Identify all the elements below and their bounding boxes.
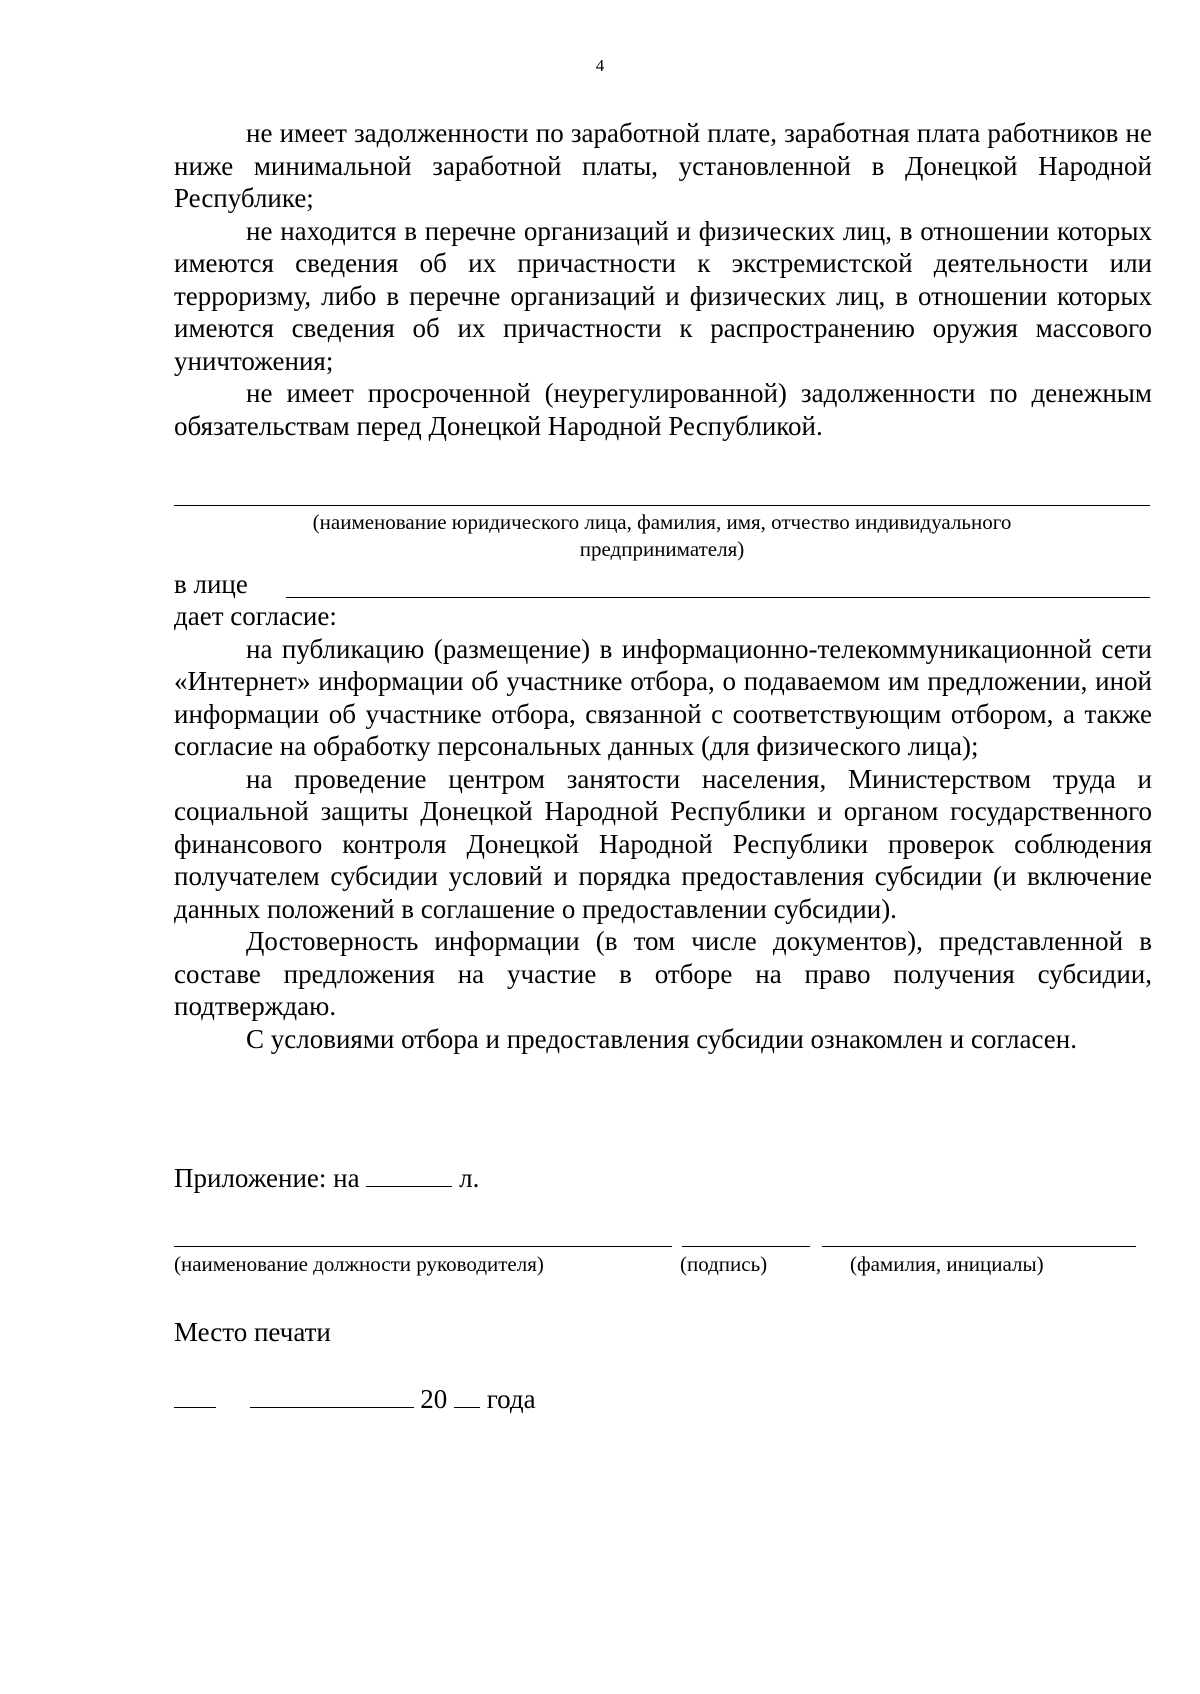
date-month-field[interactable]	[250, 1385, 414, 1408]
requirements-block	[174, 117, 1152, 442]
attachment-prefix: Приложение: на	[174, 1163, 360, 1193]
consent-intro: дает согласие:	[174, 601, 337, 631]
position-field[interactable]	[174, 1246, 672, 1247]
entity-name-field[interactable]	[174, 505, 1150, 506]
date-century: 20	[420, 1384, 448, 1414]
consent-publication: на публикацию (размещение) в информационно-телекоммуникационной сети «Интернет» информации об участнике отбора, о подаваемом им предложении, иной информации об участнике отбора, связанной с соответствующим отбором, а также согласие на обработку персональных данных (для физического лица);	[174, 633, 1152, 761]
representative-label: в лице	[174, 569, 248, 599]
consent-inspections: на проведение центром занятости населения, Министерством труда и социальной защиты Донецкой Народной Республики и органом государственного финансового контроля Донецкой Народной Республики проверок соблюдения получателем субсидии условий и порядка предоставления субсидии (и включение данных положений в соглашение о предоставлении субсидии).	[174, 763, 1152, 924]
entity-name-caption-line1: (наименование юридического лица, фамилия, имя, отчество индивидуального	[312, 510, 1012, 534]
attachment-line	[174, 1162, 479, 1194]
position-caption: (наименование должности руководителя)	[174, 1252, 544, 1276]
requirement-not-in-extremist-list: не находится в перечне организаций и физических лиц, в отношении которых имеются сведения об их причастности к экстремистской деятельности или терроризму, либо в перечне организаций и физических лиц, в отношении которых имеются сведения об их причастности к распространению оружия массового уничтожения;	[174, 215, 1152, 376]
attachment-pages-field[interactable]	[366, 1164, 452, 1187]
entity-name-caption	[174, 509, 1150, 563]
attachment-suffix: л.	[459, 1163, 480, 1193]
date-day-field[interactable]	[174, 1385, 216, 1408]
confirmation-text: Достоверность информации (в том числе документов), представленной в составе предложения на участие в отборе на право получения субсидии, подтверждаю.	[174, 926, 1152, 1021]
acknowledgement-text: С условиями отбора и предоставления субсидии ознакомлен и согласен.	[246, 1023, 1077, 1054]
signature-caption: (подпись)	[680, 1252, 768, 1276]
name-field[interactable]	[822, 1246, 1136, 1247]
signature-field[interactable]	[682, 1246, 810, 1247]
requirement-no-overdue-debt: не имеет просроченной (неурегулированной) задолженности по денежным обязательствам перед Донецкой Народной Республикой.	[174, 378, 1152, 441]
stamp-label: Место печати	[174, 1317, 331, 1347]
date-year-field[interactable]	[454, 1385, 480, 1408]
date-year-word: года	[486, 1384, 536, 1414]
consent-block	[174, 601, 1152, 1055]
name-caption: (фамилия, инициалы)	[850, 1252, 1044, 1276]
entity-name-caption-line2: предпринимателя)	[579, 537, 745, 561]
requirement-no-salary-debt: не имеет задолженности по заработной плате, заработная плата работников не ниже минимальной заработной платы, установленной в Донецкой Народной Республике;	[174, 118, 1152, 213]
date-line	[174, 1383, 536, 1415]
page-number: 4	[595, 56, 605, 75]
representative-field[interactable]	[286, 597, 1150, 598]
